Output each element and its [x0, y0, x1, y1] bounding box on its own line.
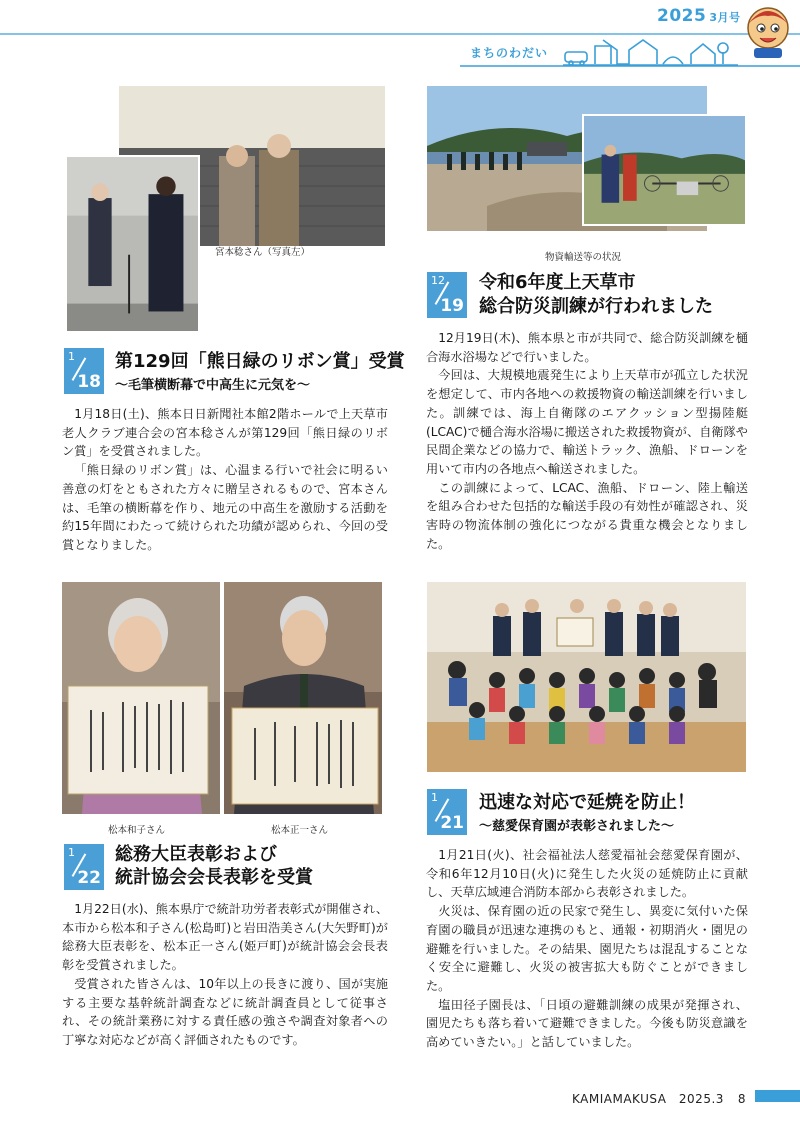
paragraph: この訓練によって、LCAC、漁船、ドローン、陸上輸送を組み合わせた包括的な輸送手段の有効性が確認され、災害時の物流体制の強化につながる貴重な機会となりました。 — [426, 480, 748, 551]
page-number: 8 — [737, 1092, 747, 1106]
article-title-stats-line2: 統計協会会長表彰を受賞 — [115, 867, 313, 888]
article-title-drill-line2: 総合防災訓練が行われました — [479, 296, 713, 317]
issue-label — [657, 6, 740, 26]
date-day: 22 — [77, 868, 101, 888]
date-badge-0121 — [427, 789, 467, 835]
page-footer — [572, 1090, 746, 1107]
article-subtitle-nursery: ～慈愛保育園が表彰されました～ — [479, 819, 675, 834]
mascot-character-icon — [740, 2, 796, 60]
photo-award-presentation — [65, 155, 200, 333]
article-title-stats-line1: 総務大臣表彰および — [115, 844, 277, 865]
paragraph: 1月22日(水)、熊本県庁で統計功労者表彰式が開催され、本市から松本和子さん(松島町)と岩田浩美さん(大矢野町)が総務大臣表彰を、松本正一さん(姫戸町)が統計協会会長表彰を受賞されました。 — [62, 902, 389, 973]
date-month: 1 — [68, 350, 75, 363]
issue-month: 3月号 — [709, 11, 741, 24]
date-day: 21 — [440, 813, 464, 833]
photo-caption-shoichi: 松本正一さん — [271, 825, 329, 836]
photo-matsumoto-shoichi — [224, 582, 382, 814]
article-title-drill-line1: 令和6年度上天草市 — [479, 272, 636, 293]
photo-caption-transport: 物資輸送等の状況 — [545, 252, 622, 263]
paragraph: 1月18日(土)、熊本日日新聞社本館2階ホールで上天草市老人クラブ連合会の宮本稔さんが第129回「熊日緑のリボン賞」を受賞されました。 — [62, 407, 388, 459]
paragraph: 火災は、保育園の近の民家で発生し、異変に気付いた保育園の職員が迅速な連携のもと、通報・初期消火・園児の避難を行いました。その結果、園児たちは混乱することなく安全に避難し、火災の被害拡大も防ぐことができました。 — [426, 904, 748, 993]
photo-drone-transport — [582, 114, 747, 226]
article-subtitle-ribbon-award: ～毛筆横断幕で中高生に元気を～ — [115, 378, 311, 393]
date-badge-0118 — [64, 348, 104, 394]
paragraph: 「熊日緑のリボン賞」は、心温まる行いで社会に明るい善意の灯をともされた方々に贈呈されるもので、宮本さんは、毛筆の横断幕を作り、地元の中高生を激励する活動を約15年間にわたって続けられた功績が認められ、今回の受賞となりました。 — [62, 463, 388, 552]
issue-year: 2025 — [657, 6, 707, 26]
date-day: 18 — [77, 372, 101, 392]
photo-caption-miyamoto: 宮本稔さん（写真左） — [215, 247, 311, 258]
section-name: まちのわだい — [470, 46, 549, 60]
date-day: 19 — [440, 296, 464, 316]
article-title-nursery: 迅速な対応で延焼を防止！ — [479, 792, 695, 813]
publication-name: KAMIAMAKUSA 2025.3 — [572, 1092, 724, 1106]
date-month: 12 — [431, 274, 445, 287]
date-badge-0122 — [64, 844, 104, 890]
date-month: 1 — [68, 846, 75, 859]
article-title-ribbon-award: 第129回「熊日緑のリボン賞」受賞 — [115, 351, 405, 372]
paragraph: 1月21日(火)、社会福祉法人慈愛福祉会慈愛保育園が、令和6年12月10日(火)に発生した火災の延焼防止に貢献し、天草広域連合消防本部から表彰されました。 — [426, 848, 748, 900]
article-body-disaster-drill — [426, 329, 748, 553]
town-skyline-icon — [563, 38, 738, 66]
article-body-statistics — [62, 900, 388, 1050]
footer-accent-bar — [755, 1090, 800, 1102]
photo-caption-kazuko: 松本和子さん — [108, 825, 166, 836]
paragraph: 塩田径子園長は、「日頃の避難訓練の成果が発揮され、園児たちも落ち着いて避難できました。今後も防災意識を高めていきたい。」と話していました。 — [426, 997, 748, 1050]
date-month: 1 — [431, 791, 438, 804]
article-body-ribbon-award — [62, 405, 388, 555]
paragraph: 12月19日(木)、熊本県と市が共同で、総合防災訓練を樋合海水浴場などで行いました。 — [426, 331, 748, 364]
article-body-nursery — [426, 846, 748, 1052]
paragraph: 今回は、大規模地震発生により上天草市が孤立した状況を想定して、市内各地への救援物資の輸送訓練を行いました。訓練では、海上自衛隊のエアクッション型揚陸艇(LCAC)で樋合海水浴場に搬送された救援物資が、自衛隊や民間企業などの協力で、輸送トラック、漁船、ドローンを用いて市内の各地点へ輸送されました。 — [426, 368, 748, 476]
paragraph: 受賞された皆さんは、10年以上の長きに渡り、国が実施する主要な基幹統計調査などに統計調査員として従事され、その統計業務に対する責任感の強さや調査対象者への丁寧な対応などが高く評価されたものです。 — [62, 976, 388, 1047]
date-badge-1219 — [427, 272, 467, 318]
photo-nursery-group — [427, 582, 746, 772]
photo-matsumoto-kazuko — [62, 582, 220, 814]
